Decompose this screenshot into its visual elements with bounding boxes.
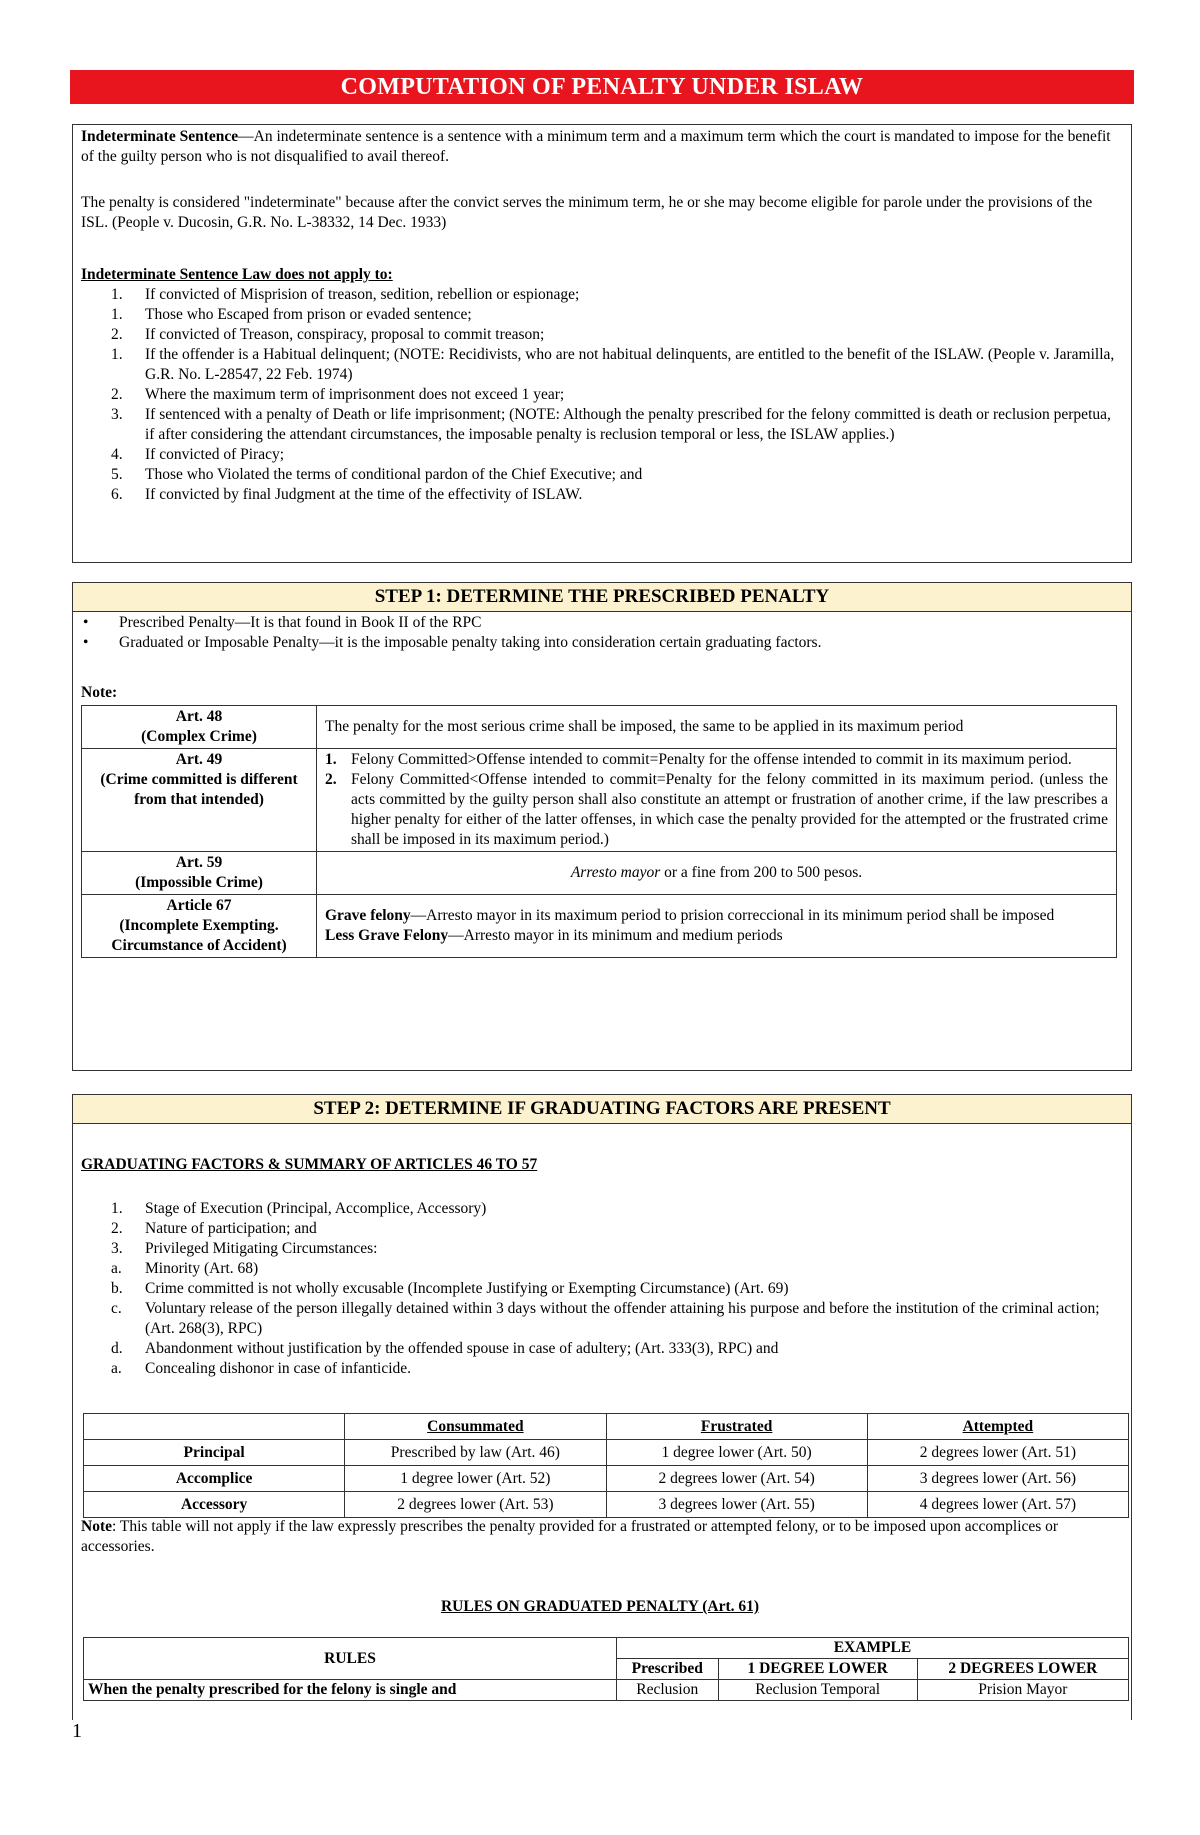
step1-section (72, 582, 1132, 1071)
sub-header: 1 DEGREE LOWER (718, 1659, 917, 1680)
item-number: 2. (111, 386, 123, 403)
item-text: Concealing dishonor in case of infanticide. (145, 1360, 412, 1377)
item-number: 1. (111, 1200, 123, 1217)
art67-label (82, 895, 317, 958)
table-header-row (84, 1638, 1129, 1659)
art48-text: The penalty for the most serious crime shall be imposed, the same to be applied in its maximum period (317, 706, 1117, 749)
art67-title: (Incomplete Exempting. Circumstance of Accident) (111, 917, 287, 954)
bullet-icon: • (83, 614, 89, 631)
art59-rest: or a fine from 200 to 500 pesos. (660, 864, 863, 881)
list-item (81, 1339, 1119, 1359)
exclusion-heading: Indeterminate Sentence Law does not apply to: (81, 266, 393, 283)
item-number: 1. (111, 346, 123, 363)
list-item (81, 325, 1119, 345)
header-cell: Attempted (867, 1414, 1128, 1440)
grave-text: —Arresto mayor in its maximum period to prision correccional in its minimum period shall be imposed (410, 907, 1055, 924)
grave-term: Grave felony (325, 907, 411, 924)
header-cell: Frustrated (606, 1414, 867, 1440)
item-text: Where the maximum term of imprisonment does not exceed 1 year; (145, 386, 565, 403)
less-grave-line (325, 926, 1108, 946)
list-item (81, 305, 1119, 325)
table-row (84, 1492, 1129, 1518)
row-label: Principal (84, 1440, 345, 1466)
table-cell: Reclusion Temporal (718, 1680, 917, 1701)
table-cell: 4 degrees lower (Art. 57) (867, 1492, 1128, 1518)
table-cell: 3 degrees lower (Art. 55) (606, 1492, 867, 1518)
intro-section (72, 124, 1132, 563)
definition-text: —An indeterminate sentence is a sentence with a minimum term and a maximum term which the court is mandated to impose for the benefit of the guilty person who is not disqualified to avail thereof. (81, 128, 1111, 165)
item-text: If convicted of Treason, conspiracy, proposal to commit treason; (145, 326, 545, 343)
art59-italic: Arresto mayor (570, 864, 661, 881)
bullet-icon: • (83, 634, 89, 651)
graduation-table (83, 1413, 1129, 1518)
item-number: a. (111, 1260, 122, 1277)
item-text: Nature of participation; and (145, 1220, 317, 1237)
table-cell: 2 degrees lower (Art. 51) (867, 1440, 1128, 1466)
rules-header: RULES (84, 1638, 617, 1680)
table-note (81, 1517, 1119, 1557)
item-number: 1. (111, 286, 123, 303)
item-number: a. (111, 1360, 122, 1377)
list-item (81, 345, 1119, 385)
item-text: Privileged Mitigating Circumstances: (145, 1240, 378, 1257)
table-cell: 1 degree lower (Art. 52) (345, 1466, 606, 1492)
item-text: Stage of Execution (Principal, Accomplice, Accessory) (145, 1200, 487, 1217)
art59-text (317, 852, 1117, 895)
sub-header: Prescribed (616, 1659, 718, 1680)
list-item (81, 385, 1119, 405)
item-text: Felony Committed<Offense intended to commit=Penalty for the felony committed in its maximum period. (unless the acts committed by the guilty person shall also constitute an attempt or frustration of another crime, if the law prescribes a higher penalty for either of the latter offenses, in which case the penalty provided for the attempted or the frustrated crime shall be imposed in its maximum period.) (351, 771, 1108, 848)
item-number: 2. (111, 326, 123, 343)
item-text: If convicted of Piracy; (145, 446, 285, 463)
table-row (84, 1466, 1129, 1492)
example-header: EXAMPLE (616, 1638, 1128, 1659)
item-text: Felony Committed>Offense intended to commit=Penalty for the offense intended to commit in its maximum period. (351, 751, 1072, 768)
table-row (82, 706, 1117, 749)
item-number: 6. (111, 486, 123, 503)
list-item (81, 1359, 1119, 1379)
row-label: Accomplice (84, 1466, 345, 1492)
item-text: Those who Escaped from prison or evaded sentence; (145, 306, 472, 323)
list-item (81, 1279, 1119, 1299)
item-text: Minority (Art. 68) (145, 1260, 259, 1277)
item-text: Crime committed is not wholly excusable (Incomplete Justifying or Exempting Circumstance) (Art. 69) (145, 1280, 789, 1297)
art49-item (325, 770, 1108, 850)
bullet-text: Graduated or Imposable Penalty—it is the imposable penalty taking into consideration certain graduating factors. (119, 634, 822, 651)
list-item (81, 1239, 1119, 1259)
table-cell: 1 degree lower (Art. 50) (606, 1440, 867, 1466)
exclusion-list (81, 285, 1119, 505)
table-row (82, 895, 1117, 958)
rule-text: When the penalty prescribed for the felony is single and (84, 1680, 617, 1701)
item-text: If convicted of Misprision of treason, sedition, rebellion or espionage; (145, 286, 580, 303)
step2-section (72, 1094, 1132, 1720)
art48-label (82, 706, 317, 749)
table-cell: 2 degrees lower (Art. 53) (345, 1492, 606, 1518)
less-term: Less Grave Felony (325, 927, 449, 944)
step1-heading: STEP 1: DETERMINE THE PRESCRIBED PENALTY (73, 583, 1131, 612)
item-number: c. (111, 1300, 122, 1317)
less-text: —Arresto mayor in its minimum and medium periods (448, 927, 783, 944)
item-text: If convicted by final Judgment at the time of the effectivity of ISLAW. (145, 486, 583, 503)
page-number: 1 (72, 1720, 82, 1742)
list-item (81, 465, 1119, 485)
item-number: 2. (111, 1220, 123, 1237)
table-row (82, 852, 1117, 895)
note-text: : This table will not apply if the law expressly prescribes the penalty provided for a frustrated or attempted felony, or to be imposed upon accomplices or accessories. (81, 1518, 1059, 1555)
bullet-item (81, 633, 1119, 653)
bullet-text: Prescribed Penalty—It is that found in Book II of the RPC (119, 614, 482, 631)
note-label: Note (81, 1518, 112, 1535)
art59-title: (Impossible Crime) (135, 874, 263, 891)
table-cell: Prescribed by law (Art. 46) (345, 1440, 606, 1466)
step1-bullets (81, 613, 1119, 653)
row-label: Accessory (84, 1492, 345, 1518)
item-number: 5. (111, 466, 123, 483)
list-item (81, 1219, 1119, 1239)
art49-title: (Crime committed is different from that intended) (100, 771, 298, 808)
table-cell: 3 degrees lower (Art. 56) (867, 1466, 1128, 1492)
list-item (81, 1259, 1119, 1279)
list-item (81, 1199, 1119, 1219)
item-text: If sentenced with a penalty of Death or life imprisonment; (NOTE: Although the penalty prescribed for the felony committed is death or reclusion perpetua, if after considering the attendant circumstances, the imposable penalty is reclusion temporal or less, the ISLAW applies.) (145, 406, 1111, 443)
page-title: COMPUTATION OF PENALTY UNDER ISLAW (70, 70, 1134, 104)
list-item (81, 285, 1119, 305)
art59-number: Art. 59 (175, 854, 223, 871)
header-cell (84, 1414, 345, 1440)
item-number: 3. (111, 406, 123, 423)
bullet-item (81, 613, 1119, 633)
step2-heading: STEP 2: DETERMINE IF GRADUATING FACTORS ARE PRESENT (73, 1095, 1131, 1124)
table-row (82, 749, 1117, 852)
list-item (81, 1299, 1119, 1339)
step2-subheading: GRADUATING FACTORS & SUMMARY OF ARTICLES 46 TO 57 (81, 1156, 538, 1173)
item-number: 2. (325, 771, 337, 788)
articles-table (81, 705, 1117, 958)
table-row (84, 1440, 1129, 1466)
item-number: 1. (325, 751, 337, 768)
art67-text (317, 895, 1117, 958)
art49-item (325, 750, 1108, 770)
art59-label (82, 852, 317, 895)
table-cell: Prision Mayor (917, 1680, 1128, 1701)
item-text: Those who Violated the terms of conditional pardon of the Chief Executive; and (145, 466, 643, 483)
table-cell: 2 degrees lower (Art. 54) (606, 1466, 867, 1492)
art48-title: (Complex Crime) (141, 728, 257, 745)
list-item (81, 485, 1119, 505)
rules-heading: RULES ON GRADUATED PENALTY (Art. 61) (440, 1598, 760, 1615)
header-cell: Consummated (345, 1414, 606, 1440)
item-number: 1. (111, 306, 123, 323)
item-number: d. (111, 1340, 123, 1357)
art49-text (317, 749, 1117, 852)
sub-header: 2 DEGREES LOWER (917, 1659, 1128, 1680)
art49-label (82, 749, 317, 852)
table-header-row (84, 1414, 1129, 1440)
item-text: If the offender is a Habitual delinquent; (NOTE: Recidivists, who are not habitual delinquents, are entitled to the benefit of the ISLAW. (People v. Jaramilla, G.R. No. L-28547, 22 Feb. 1974) (145, 346, 1115, 383)
art67-number: Article 67 (166, 897, 232, 914)
note-label: Note: (81, 684, 118, 701)
item-number: 4. (111, 446, 123, 463)
parole-paragraph: The penalty is considered "indeterminate" because after the convict serves the minimum term, he or she may become eligible for parole under the provisions of the ISL. (People v. Ducosin, G.R. No. L-38332, 14 Dec. 1933) (81, 194, 1093, 231)
item-number: b. (111, 1280, 123, 1297)
rules-table (83, 1637, 1129, 1701)
item-text: Voluntary release of the person illegally detained within 3 days without the offender attaining his purpose and before the institution of the criminal action; (Art. 268(3), RPC) (145, 1300, 1100, 1337)
item-number: 3. (111, 1240, 123, 1257)
grave-felony-line (325, 906, 1108, 926)
table-row (84, 1680, 1129, 1701)
table-cell: Reclusion (616, 1680, 718, 1701)
art48-number: Art. 48 (175, 708, 223, 725)
list-item (81, 405, 1119, 445)
art49-number: Art. 49 (175, 751, 223, 768)
item-text: Abandonment without justification by the offended spouse in case of adultery; (Art. 333(3), RPC) and (145, 1340, 779, 1357)
list-item (81, 445, 1119, 465)
definition-paragraph (81, 127, 1119, 167)
definition-term: Indeterminate Sentence (81, 128, 239, 145)
graduating-factors-list (81, 1199, 1119, 1379)
